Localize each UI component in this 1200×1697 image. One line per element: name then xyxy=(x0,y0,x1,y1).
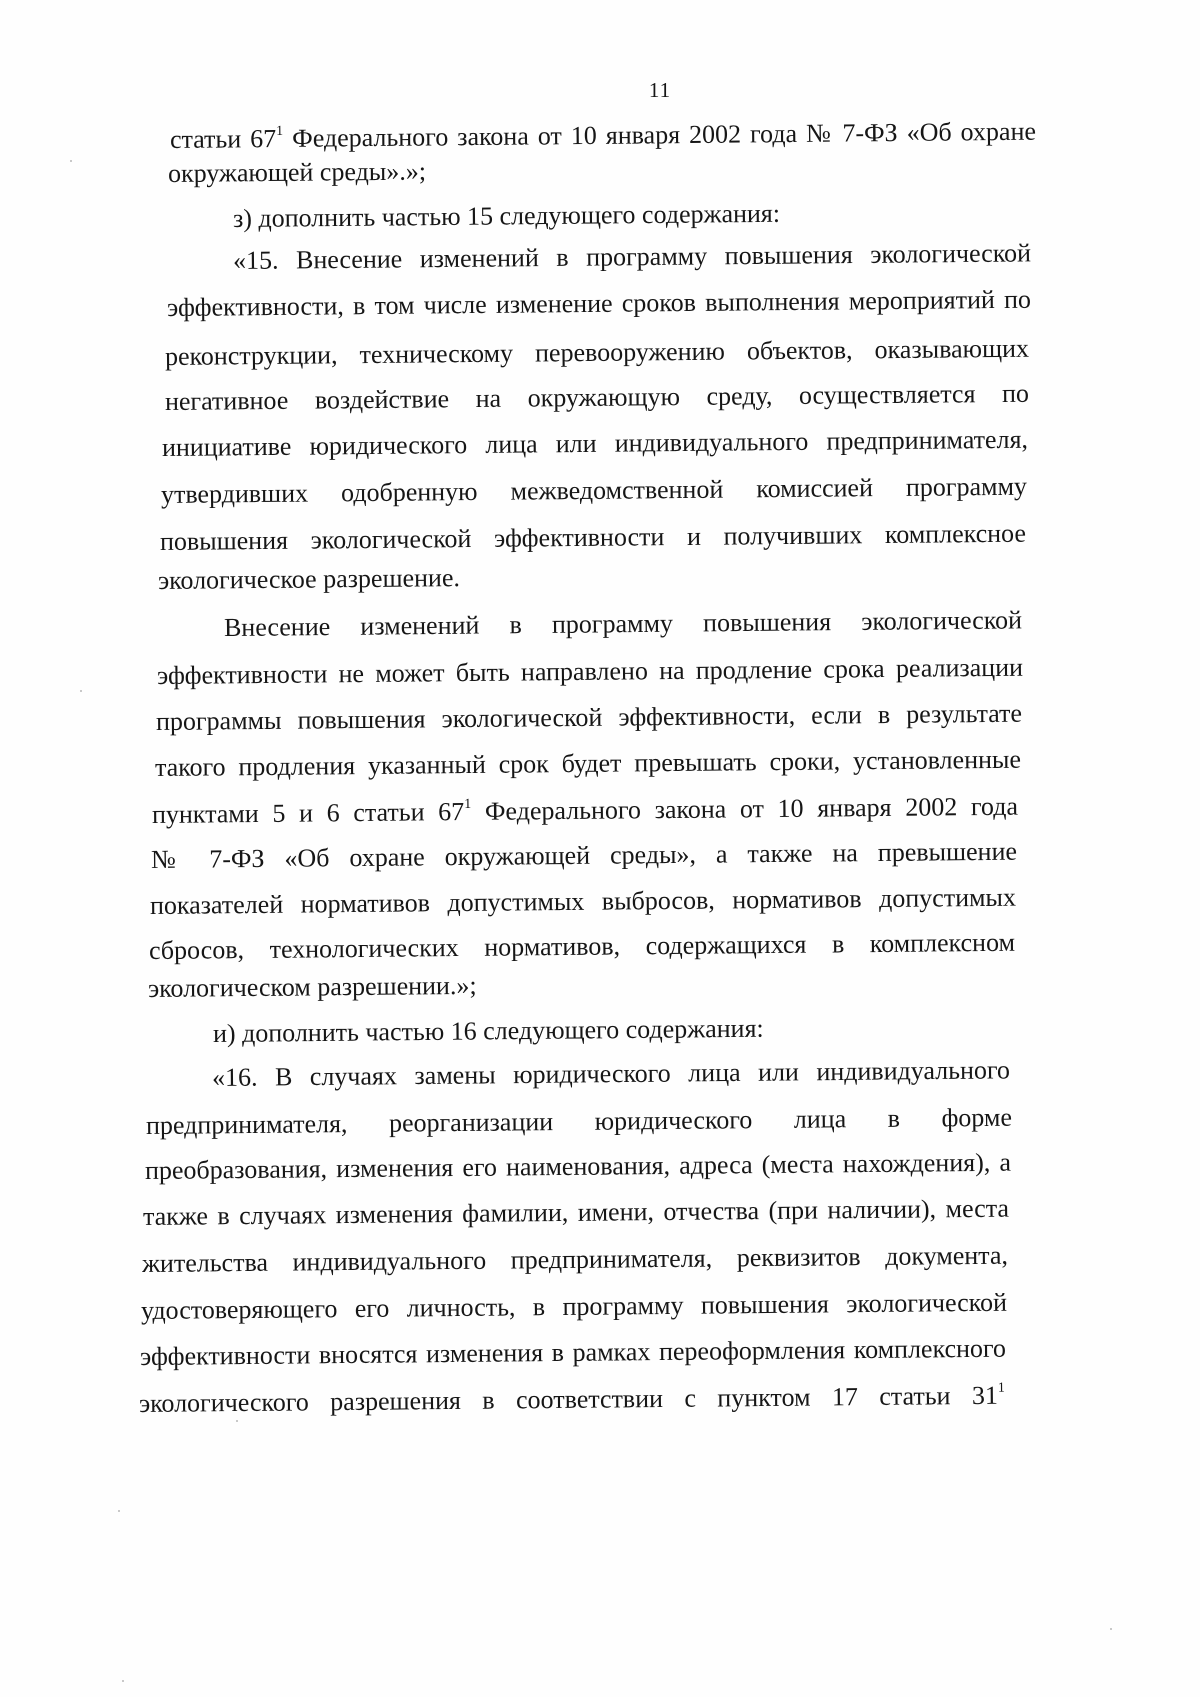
line: показателей нормативов допустимых выбросов, нормативов допустимых xyxy=(149,882,1017,920)
line: удостоверяющего его личность, в программу повышения экологической xyxy=(140,1287,1008,1325)
line: № 7-ФЗ «Об охране окружающей среды», а также на превышение xyxy=(150,836,1018,874)
line: эффективности вносятся изменения в рамках переоформления комплексного xyxy=(139,1333,1007,1371)
line-closing: окружающей среды».»; xyxy=(167,156,427,188)
line: эффективности не может быть направлено на продление срока реализации xyxy=(156,652,1024,690)
scan-speck xyxy=(70,160,72,162)
line-part16-start: «16. В случаях замены юридического лица или индивидуального xyxy=(211,1055,1011,1092)
line: эффективности, в том числе изменение сроков выполнения мероприятий по xyxy=(166,284,1032,322)
line-article-ref: статьи $67^1$ Федерального закона от 10 января 2002 года № 7-ФЗ «Об охране xyxy=(169,116,1037,154)
scan-speck xyxy=(1110,1628,1112,1630)
scan-speck xyxy=(236,1420,238,1422)
line-paragraph2-end: экологическом разрешении.»; xyxy=(147,970,477,1003)
line: пунктами 5 и 6 статьи $67^1$ Федерального закона от 10 января 2002 года xyxy=(151,791,1019,829)
line-item-z: з) дополнить частью 15 следующего содержания: xyxy=(232,198,781,233)
line: инициативе юридического лица или индивидуального предпринимателя, xyxy=(161,424,1029,462)
line: предпринимателя, реорганизации юридического лица в форме xyxy=(145,1102,1013,1140)
line: повышения экологической эффективности и получивших комплексное xyxy=(159,518,1027,556)
line-part15-end: экологическое разрешение. xyxy=(157,563,461,595)
scan-speck xyxy=(80,690,82,692)
page-number: 11 xyxy=(648,78,672,102)
line: программы повышения экологической эффективности, если в результате xyxy=(155,698,1023,736)
line: также в случаях изменения фамилии, имени, отчества (при наличии), места xyxy=(142,1193,1010,1231)
line-paragraph2-start: Внесение изменений в программу повышения экологической xyxy=(223,605,1023,642)
line: негативное воздействие на окружающую среду, осуществляется по xyxy=(164,378,1030,416)
line: утвердивших одобренную межведомственной комиссией программу xyxy=(160,471,1028,509)
scan-speck xyxy=(122,1680,124,1682)
line-part15-start: «15. Внесение изменений в программу повышения экологической xyxy=(232,238,1032,275)
line: сбросов, технологических нормативов, содержащихся в комплексном xyxy=(148,927,1016,965)
line: жительства индивидуального предпринимателя, реквизитов документа, xyxy=(141,1240,1009,1278)
line-last: экологического разрешения в соответствии с пунктом 17 статьи $31^1$ xyxy=(138,1380,1005,1418)
line-item-i: и) дополнить частью 16 следующего содержания: xyxy=(212,1013,764,1048)
line: преобразования, изменения его наименования, адреса (места нахождения), а xyxy=(144,1147,1012,1185)
line: такого продления указанный срок будет превышать сроки, установленные xyxy=(154,744,1022,782)
line: реконструкции, техническому перевооружению объектов, оказывающих xyxy=(164,333,1030,371)
scan-speck xyxy=(118,1510,120,1512)
